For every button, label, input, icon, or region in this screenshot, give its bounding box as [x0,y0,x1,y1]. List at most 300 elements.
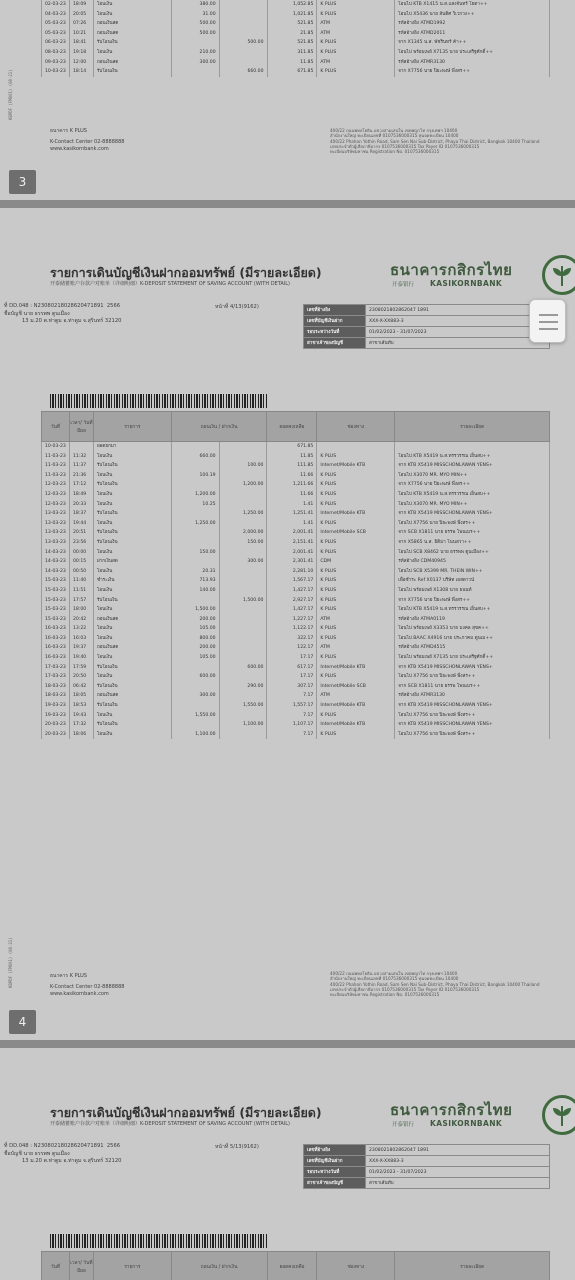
cell-time: 20:33 [69,500,93,510]
cell-transaction: รับโอนเงิน [93,461,171,471]
cell-details: โอนไป พร้อมเพย์ X1308 นาย ธนนท์ [395,586,550,596]
cell-time: 11:32 [69,452,93,462]
cell-date: 16-03-23 [42,624,70,634]
document-title: รายการเดินบัญชีเงินฝากออมทรัพย์ (มีรายละเอียด) [50,265,322,280]
cell-deposit [219,586,267,596]
cell-deposit: 600.00 [219,663,267,673]
info-value: 2308021802862047 1891 [366,1145,550,1156]
cell-date: 15-03-23 [42,605,70,615]
address-line: เลขประจำตัวผู้เสียภาษีอากร 0107536000315 Tax Payer ID 0107536000315 [330,143,480,149]
cell-balance: 521.85 [267,19,317,29]
cell-channel: K PLUS [317,471,395,481]
table-row [42,701,550,711]
cell-withdraw [171,509,219,519]
cell-channel: ATM [317,643,395,653]
cell-channel: K PLUS [317,500,395,510]
cell-transaction: ถอนเงินสด [93,19,171,29]
cell-channel: CDM [317,557,395,567]
cell-time: 16:03 [69,634,93,644]
cell-deposit [219,0,267,10]
cell-transaction: ถอนเงินสด [93,29,171,39]
cell-date: 13-03-23 [42,538,70,548]
cell-withdraw: 713.93 [171,576,219,586]
cell-transaction: โอนเงิน [93,586,171,596]
info-value: สาขาเส้นทับ [366,1178,550,1189]
cell-balance: 122.17 [267,643,317,653]
footer-kplus: ธนาคาร K PLUS [50,128,87,134]
cell-date: 19-03-23 [42,711,70,721]
cell-channel: K PLUS [317,624,395,634]
cell-balance: 11.66 [267,471,317,481]
cell-time: 19:40 [69,653,93,663]
page5-transaction-table [41,1251,550,1280]
cell-date: 10-03-23 [42,442,70,452]
account-address: 13 ม.20 ต.ท่าตูม อ.ท่าตูม จ.สุรินทร์ 32120 [22,1158,122,1164]
cell-details: จาก SCB X1811 นาย ธรรพ โพนเมร++ [395,682,550,692]
footer-website: www.kasikornbank.com [50,146,109,152]
cell-deposit [219,576,267,586]
cell-withdraw [171,442,219,452]
cell-deposit [219,672,267,682]
cell-balance: 2,281.10 [267,567,317,577]
info-label: เลขที่อ้างอิง [304,305,366,316]
col-balance: ยอดคงเหลือ [267,1252,317,1280]
page-counter: หน้าที่ 4/13(9162) [215,304,259,310]
info-value: 2308021802862047 1891 [366,305,550,316]
cell-time: 06:42 [69,682,93,692]
bank-logo [390,258,575,300]
cell-transaction: รับโอนเงิน [93,480,171,490]
cell-time [69,442,93,452]
cell-balance: 1,021.85 [267,10,317,20]
cell-details: โอนไป BAAC X4916 นาย ประภาคม ตูนเม++ [395,634,550,644]
cell-balance: 7.17 [267,730,317,740]
cell-channel: K PLUS [317,653,395,663]
cell-date: 05-03-23 [42,19,70,29]
cell-balance: 17.17 [267,653,317,663]
cell-date: 17-03-23 [42,663,70,673]
address-line: 400/22 Phahon Yothin Road, Sam Sen Nai Sub-District, Phaya Thai District, Bangkok 10400 Thailand [330,138,540,144]
bank-name-thai: ธนาคารกสิกรไทย [390,1101,513,1119]
cell-balance: 1,427.17 [267,586,317,596]
cell-balance: 111.85 [267,461,317,471]
info-value: XXX-X-XX883-3 [366,316,550,327]
table-row [42,67,550,77]
bank-name-english: KASIKORNBANK [430,1119,503,1128]
cell-time: 18:37 [69,509,93,519]
cell-deposit: 1,200.00 [219,480,267,490]
cell-channel: K PLUS [317,67,395,77]
statement-page-4 [0,208,575,1040]
cell-withdraw: 300.00 [171,58,219,68]
info-label: เลขที่อ้างอิง [304,1145,366,1156]
cell-channel: K PLUS [317,730,395,740]
cell-transaction: รับโอนเงิน [93,720,171,730]
cell-channel: ATM [317,58,395,68]
cell-withdraw: 660.00 [171,452,219,462]
cell-balance: 1.41 [267,500,317,510]
cell-time: 23:56 [69,538,93,548]
cell-time: 19:44 [69,519,93,529]
cell-withdraw: 380.00 [171,0,219,10]
cell-time: 17:12 [69,480,93,490]
cell-date: 14-03-23 [42,548,70,558]
col-balance: ยอดคงเหลือ [267,412,317,442]
cell-channel: Internet/Mobile KTB [317,701,395,711]
address-line: เลขประจำตัวผู้เสียภาษีอากร 0107536000315 Tax Payer ID 0107536000315 [330,986,480,992]
cell-details: จาก X1345 น.ส. พัชรินทร์ ค้า++ [395,38,550,48]
cell-transaction: โอนเงิน [93,672,171,682]
info-value: 01/02/2023 - 31/07/2023 [366,327,550,338]
cell-balance: 1,107.17 [267,720,317,730]
cell-transaction: รับโอนเงิน [93,509,171,519]
cell-channel: K PLUS [317,605,395,615]
info-label: สาขาเจ้าของบัญชี [304,1178,366,1189]
kasikorn-leaf-icon [542,255,575,295]
cell-transaction: โอนเงิน [93,624,171,634]
table-row [42,471,550,481]
cell-time: 18:53 [69,701,93,711]
cell-details: โอนไป X7756 นาย ปิยะพงษ์ พึ่งสร++ [395,711,550,721]
cell-channel: ATM [317,19,395,29]
cell-transaction: รับโอนเงิน [93,596,171,606]
table-row [42,548,550,558]
cell-balance: 307.17 [267,682,317,692]
cell-details: โอนไป KTB X5419 น.ส.ทรรวรรณ เย็นสบ++ [395,452,550,462]
cell-time: 18:06 [69,730,93,740]
cell-time: 19:43 [69,711,93,721]
cell-deposit [219,58,267,68]
page-number-badge: 4 [9,1010,36,1034]
reference-line: ที่ DD.048 : N23080218028620471891 2566 [4,1143,121,1149]
footer-contact [50,128,124,154]
cell-withdraw [171,528,219,538]
cell-transaction: โอนเงิน [93,48,171,58]
table-row [42,442,550,452]
table-row [42,490,550,500]
table-row [42,528,550,538]
cell-details: จาก X7756 นาย ปิยะพงษ์ พึ่งสร++ [395,67,550,77]
col-amount: ถอนเงิน / ฝากเงิน [171,412,267,442]
cell-details: โอนไป X3070 MR. MYO MIN++ [395,500,550,510]
cell-deposit [219,624,267,634]
col-details: รายละเอียด [395,1252,550,1280]
hamburger-menu-icon[interactable] [529,299,566,343]
cell-time: 20:51 [69,528,93,538]
info-value: XXX-X-XX883-3 [366,1156,550,1167]
cell-time: 07:26 [69,19,93,29]
bank-name-thai: ธนาคารกสิกรไทย [390,261,513,279]
cell-date: 15-03-23 [42,596,70,606]
cell-channel: ATM [317,691,395,701]
cell-balance: 2,151.41 [267,538,317,548]
cell-deposit: 1,100.00 [219,720,267,730]
cell-transaction: รับโอนเงิน [93,38,171,48]
cell-channel: K PLUS [317,576,395,586]
cell-transaction: โอนเงิน [93,653,171,663]
footer-website: www.kasikornbank.com [50,991,109,997]
account-info-table [303,1144,550,1189]
cell-transaction: โอนเงิน [93,634,171,644]
cell-deposit [219,452,267,462]
info-label: เลขที่บัญชีเงินฝาก [304,316,366,327]
bank-name-chinese: 开泰银行 [392,1122,415,1128]
table-row [42,500,550,510]
cell-date: 10-03-23 [42,67,70,77]
cell-deposit: 1,500.00 [219,596,267,606]
cell-time: 17:57 [69,596,93,606]
cell-balance: 2,927.17 [267,596,317,606]
cell-time: 13:22 [69,624,93,634]
table-row [42,643,550,653]
table-row [42,711,550,721]
cell-date: 11-03-23 [42,471,70,481]
cell-channel: K PLUS [317,586,395,596]
cell-date: 14-03-23 [42,567,70,577]
cell-transaction: ฝากเงินสด [93,557,171,567]
table-row [42,663,550,673]
account-name: ชื่อบัญชี นาย ธรรพพ ตูนเมือง [4,1150,70,1157]
cell-deposit [219,19,267,29]
cell-transaction: ชำระเงิน [93,576,171,586]
table-row [42,634,550,644]
cell-details: โอนไป X3070 MR. MYO MIN++ [395,471,550,481]
cell-withdraw: 500.00 [171,19,219,29]
cell-channel: ATM [317,615,395,625]
table-row [42,567,550,577]
cell-date: 12-03-23 [42,500,70,510]
table-row [42,480,550,490]
cell-details: โอนไป KTB X1415 น.ส.แสงจันทร์ โยตา++ [395,0,550,10]
cell-deposit [219,471,267,481]
cell-channel: K PLUS [317,519,395,529]
cell-transaction: รับโอนเงิน [93,682,171,692]
bank-logo [390,1098,575,1140]
cell-transaction: ถอนเงินสด [93,58,171,68]
cell-time: 18:00 [69,605,93,615]
statement-page-3 [0,0,575,200]
cell-date: 15-03-23 [42,615,70,625]
cell-balance: 11.66 [267,490,317,500]
cell-date: 19-03-23 [42,701,70,711]
cell-channel [317,442,395,452]
cell-deposit [219,48,267,58]
cell-details: รหัสอ้างอิง ATMR3130 [395,691,550,701]
cell-withdraw: 140.00 [171,586,219,596]
table-row [42,38,550,48]
cell-date: 13-03-23 [42,519,70,529]
cell-channel: K PLUS [317,38,395,48]
cell-balance: 11.85 [267,58,317,68]
cell-channel: K PLUS [317,10,395,20]
cell-channel: K PLUS [317,490,395,500]
cell-channel: ATM [317,29,395,39]
page-counter: หน้าที่ 5/13(9162) [215,1144,259,1150]
table-row [42,682,550,692]
account-address: 13 ม.20 ต.ท่าตูม อ.ท่าตูม จ.สุรินทร์ 32120 [22,318,122,324]
cell-withdraw [171,538,219,548]
cell-withdraw: 210.00 [171,48,219,58]
cell-transaction: ยอดยกมา [93,442,171,452]
cell-details: จาก X5865 น.ส. ธิติมา โนนสวา++ [395,538,550,548]
cell-balance: 617.17 [267,663,317,673]
cell-time: 17:32 [69,720,93,730]
cell-time: 11:37 [69,461,93,471]
cell-balance: 311.85 [267,48,317,58]
cell-transaction: โอนเงิน [93,730,171,740]
cell-balance: 671.85 [267,67,317,77]
cell-date: 14-03-23 [42,557,70,567]
barcode [50,1234,268,1248]
cell-details: จาก SCB X1811 นาย ธรรพ โพนเมร++ [395,528,550,538]
cell-channel: Internet/Mobile KTB [317,663,395,673]
cell-deposit: 290.00 [219,682,267,692]
cell-balance: 1,211.66 [267,480,317,490]
cell-deposit [219,634,267,644]
account-name: ชื่อบัญชี นาย ธรรพพ ตูนเมือง [4,310,70,317]
cell-balance: 1,122.17 [267,624,317,634]
cell-channel: K PLUS [317,480,395,490]
table-row [42,58,550,68]
cell-channel: K PLUS [317,672,395,682]
address-line: 400/22 ถนนพหลโยธิน แขวงสามเสนใน เขตพญาไท กรุงเทพฯ 10400 [330,971,458,976]
cell-time: 11:51 [69,586,93,596]
table-row [42,720,550,730]
table-row [42,19,550,29]
info-value: 01/02/2023 - 31/07/2023 [366,1167,550,1178]
cell-channel: K PLUS [317,596,395,606]
cell-time: 11:40 [69,576,93,586]
address-line: ทะเบียนบริษัทมหาชน Registration No. 0107536000315 [330,992,440,998]
cell-date: 13-03-23 [42,509,70,519]
cell-date: 17-03-23 [42,672,70,682]
cell-date: 11-03-23 [42,461,70,471]
cell-date: 16-03-23 [42,643,70,653]
cell-deposit: 1,550.00 [219,701,267,711]
cell-channel: K PLUS [317,48,395,58]
cell-transaction: โอนเงิน [93,10,171,20]
cell-balance: 7.17 [267,691,317,701]
cell-details: โอนไป X7756 นาย ปิยะพงษ์ พึ่งสร++ [395,672,550,682]
cell-withdraw: 1,550.00 [171,711,219,721]
cell-transaction: รับโอนเงิน [93,701,171,711]
table-row [42,0,550,10]
footer-contact-center: K-Contact Center 02-8888888 [50,983,125,990]
cell-details: รหัสอ้างอิง ATMD1992 [395,19,550,29]
footer-address [330,971,540,997]
cell-date: 09-03-23 [42,58,70,68]
cell-details: โอนไป KTB X5419 น.ส.ทรรวรรณ เย็นสบ++ [395,490,550,500]
cell-withdraw: 1,200.00 [171,490,219,500]
cell-transaction: โอนเงิน [93,0,171,10]
cell-transaction: รับโอนเงิน [93,538,171,548]
cell-time: 10:21 [69,29,93,39]
cell-deposit: 150.00 [219,538,267,548]
table-row [42,596,550,606]
cell-withdraw [171,596,219,606]
cell-time: 18:41 [69,38,93,48]
cell-transaction: รับโอนเงิน [93,67,171,77]
form-code: KBPDF (FM001) (08-21) [8,937,13,988]
cell-withdraw: 200.00 [171,643,219,653]
cell-deposit [219,615,267,625]
cell-time: 00:15 [69,557,93,567]
col-time: เวลา/ วันที่มีผล [69,412,93,442]
table-row [42,10,550,20]
cell-channel: K PLUS [317,634,395,644]
cell-deposit [219,490,267,500]
cell-time: 18:49 [69,490,93,500]
col-time: เวลา/ วันที่มีผล [69,1252,93,1280]
cell-date: 20-03-23 [42,730,70,740]
cell-channel: K PLUS [317,567,395,577]
table-row [42,615,550,625]
cell-withdraw: 150.00 [171,548,219,558]
cell-date: 16-03-23 [42,653,70,663]
cell-deposit [219,10,267,20]
cell-details [395,442,550,452]
cell-balance: 11.85 [267,452,317,462]
col-amount: ถอนเงิน / ฝากเงิน [171,1252,267,1280]
table-row [42,452,550,462]
cell-details: โอนไป พร้อมเพย์ X7135 นาย ประเสริฐศักดิ์++ [395,653,550,663]
info-label: รอบระหว่างวันที่ [304,1167,366,1178]
account-info-table [303,304,550,349]
col-details: รายละเอียด [395,412,550,442]
table-row [42,691,550,701]
address-line: 400/22 Phahon Yothin Road, Sam Sen Nai Sub-District, Phaya Thai District, Bangkok 10400 Thailand [330,981,540,987]
cell-time: 17:59 [69,663,93,673]
cell-withdraw [171,720,219,730]
cell-details: จาก KTB X5419 MISSCHONLAWAN YENS+ [395,720,550,730]
cell-withdraw: 300.00 [171,691,219,701]
cell-transaction: ถอนเงินสด [93,643,171,653]
page-number-badge: 3 [9,170,36,194]
cell-date: 16-03-23 [42,634,70,644]
cell-transaction: โอนเงิน [93,567,171,577]
table-row [42,557,550,567]
col-date: วันที่ [42,412,70,442]
cell-time: 19:37 [69,643,93,653]
cell-details: โอนไป X7756 นาย ปิยะพงษ์ พึ่งสร++ [395,730,550,740]
document-header [50,208,550,308]
cell-withdraw [171,67,219,77]
cell-deposit: 300.00 [219,557,267,567]
info-label: เลขที่บัญชีเงินฝาก [304,1156,366,1167]
cell-date: 08-03-23 [42,48,70,58]
cell-withdraw: 800.00 [171,634,219,644]
cell-time: 12:00 [69,58,93,68]
cell-details: โอนไป SCB X8462 นาย ธรรพพ ตูนเมือง++ [395,548,550,558]
cell-date: 13-03-23 [42,528,70,538]
cell-details: จาก KTB X5419 MISSCHONLAWAN YENS+ [395,461,550,471]
cell-balance: 17.17 [267,672,317,682]
cell-deposit [219,567,267,577]
cell-details: จาก X7756 นาย ปิยะพงษ์ พึ่งสร++ [395,596,550,606]
account-holder-info [4,1143,121,1166]
cell-channel: K PLUS [317,548,395,558]
cell-withdraw [171,461,219,471]
cell-channel: Internet/Mobile KTB [317,461,395,471]
cell-deposit: 500.00 [219,38,267,48]
cell-balance: 322.17 [267,634,317,644]
cell-details: โอนไป X7756 นาย ปิยะพงษ์ พึ่งสร++ [395,519,550,529]
cell-deposit [219,442,267,452]
cell-details: รหัสอ้างอิง ATMA0119 [395,615,550,625]
cell-withdraw: 600.00 [171,672,219,682]
cell-deposit [219,711,267,721]
cell-time: 20:42 [69,615,93,625]
